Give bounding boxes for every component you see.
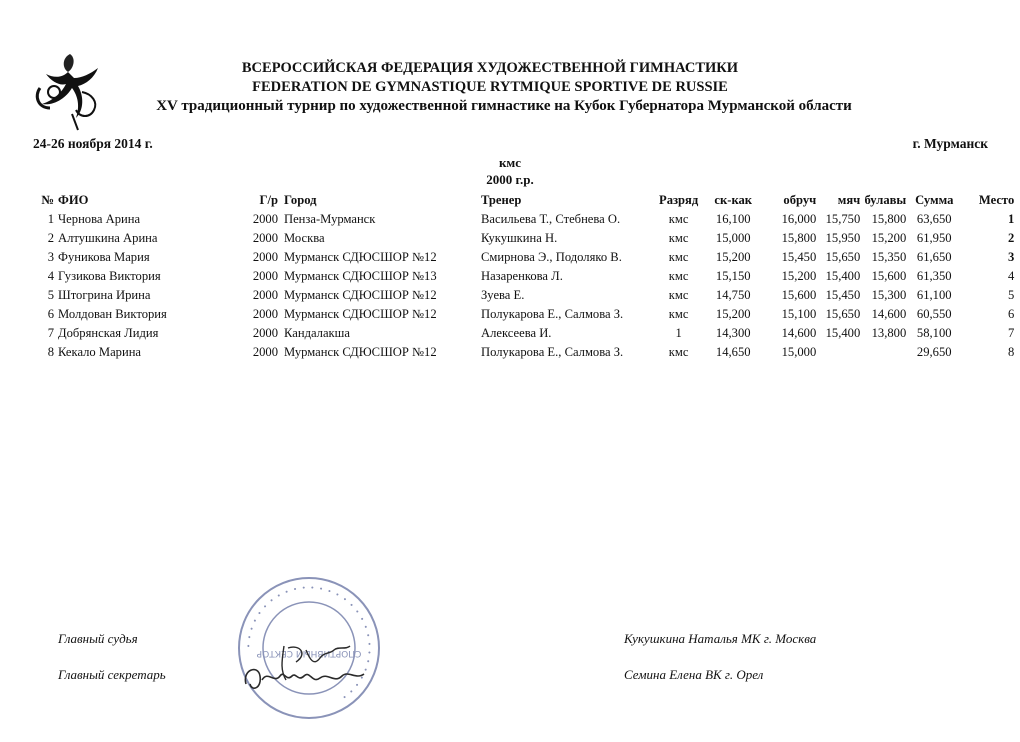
year-group-title: 2000 г.р. [486,172,534,187]
cell-no: 1 [47,212,54,226]
cell-rank: кмс [668,250,689,264]
table-row [30,267,1014,286]
svg-text:• • • • • • • • • • • • • • •: • • • • • • • • • • • • • • • • • • • • • • • • • • • • • [244,583,374,702]
cell-city: Мурманск СДЮСШОР №12 [284,288,437,302]
cell-city: Москва [284,231,325,245]
col-header-year: Г/р [259,193,278,207]
cell-coach: Васильева Т., Стебнева О. [481,212,621,226]
cell-rope: 14,650 [715,345,751,359]
cell-ball: 15,450 [825,288,861,302]
cell-city: Мурманск СДЮСШОР №12 [284,307,437,321]
cell-sum: 58,100 [916,326,952,340]
cell-ball: 15,400 [825,269,861,283]
table-row [30,324,1014,343]
cell-year: 2000 [252,345,278,359]
cell-name: Штогрина Ирина [58,288,151,302]
cell-place: 3 [1007,250,1015,264]
cell-rank: кмс [668,307,689,321]
cell-year: 2000 [252,307,278,321]
cell-year: 2000 [252,269,278,283]
cell-city: Мурманск СДЮСШОР №12 [284,250,437,264]
col-header-rope: ск-как [714,193,753,207]
cell-ball: 15,650 [825,250,861,264]
chief-secretary-label: Главный секретарь [58,667,166,682]
col-header-coach: Тренер [481,193,522,207]
cell-clubs: 15,200 [871,231,907,245]
cell-sum: 29,650 [916,345,952,359]
cell-no: 8 [47,345,54,359]
cell-no: 4 [47,269,54,283]
cell-ball: 15,750 [825,212,861,226]
cell-ball: 15,950 [825,231,861,245]
cell-rope: 16,100 [715,212,751,226]
cell-clubs: 15,800 [871,212,907,226]
event-city: г. Мурманск [912,136,988,151]
cell-name: Добрянская Лидия [58,326,159,340]
table-row [30,343,1014,362]
table-row [30,286,1014,305]
cell-hoop: 15,200 [781,269,817,283]
cell-sum: 61,650 [916,250,952,264]
cell-rank: кмс [668,231,689,245]
cell-place: 7 [1007,326,1015,340]
cell-ball: 15,650 [825,307,861,321]
col-header-ball: мяч [837,193,861,207]
cell-sum: 60,550 [916,307,952,321]
cell-name: Гузикова Виктория [58,269,161,283]
cell-rope: 15,200 [715,307,751,321]
col-header-name: ФИО [58,193,89,207]
cell-place: 5 [1007,288,1015,302]
handwritten-signature [238,640,378,700]
cell-hoop: 15,100 [781,307,817,321]
cell-year: 2000 [252,231,278,245]
cell-rope: 14,300 [715,326,751,340]
cell-coach: Алексеева И. [481,326,552,340]
cell-rank: кмс [668,212,689,226]
cell-rope: 15,000 [715,231,751,245]
col-header-sum: Сумма [915,193,954,207]
chief-judge-label: Главный судья [58,631,138,646]
cell-rope: 15,150 [715,269,751,283]
event-dates: 24-26 ноября 2014 г. [33,136,153,151]
cell-city: Кандалакша [284,326,350,340]
table-header-row [30,191,1014,210]
cell-year: 2000 [252,288,278,302]
cell-sum: 61,950 [916,231,952,245]
cell-hoop: 16,000 [781,212,817,226]
cell-clubs: 14,600 [871,307,907,321]
cell-name: Алтушкина Арина [58,231,158,245]
cell-coach: Назаренкова Л. [481,269,563,283]
cell-name: Чернова Арина [58,212,141,226]
cell-clubs: 15,600 [871,269,907,283]
cell-sum: 63,650 [916,212,952,226]
cell-year: 2000 [252,250,278,264]
header-line-3: XV традиционный турнир по художественной гимнастике на Кубок Губернатора Мурманской области [156,98,852,114]
cell-clubs: 13,800 [871,326,907,340]
cell-sum: 61,350 [916,269,952,283]
header-line-2: FEDERATION DE GYMNASTIQUE RYTMIQUE SPORTIVE DE RUSSIE [252,79,728,95]
cell-no: 6 [47,307,54,321]
cell-city: Мурманск СДЮСШОР №12 [284,345,437,359]
cell-hoop: 15,450 [781,250,817,264]
cell-ball: 15,400 [825,326,861,340]
cell-hoop: 15,000 [781,345,817,359]
cell-ball [816,343,860,362]
cell-hoop: 15,800 [781,231,817,245]
col-header-hoop: обруч [783,193,817,207]
cell-no: 5 [47,288,54,302]
cell-coach: Смирнова Э., Подоляко В. [481,250,622,264]
cell-name: Кекало Марина [58,345,142,359]
cell-sum: 61,100 [916,288,952,302]
cell-no: 7 [47,326,54,340]
col-header-no: № [41,193,54,207]
cell-coach: Полукарова Е., Салмова З. [481,345,624,359]
cell-year: 2000 [252,326,278,340]
cell-coach: Полукарова Е., Салмова З. [481,307,624,321]
header-line-1: ВСЕРОССИЙСКАЯ ФЕДЕРАЦИЯ ХУДОЖЕСТВЕННОЙ ГИМНАСТИКИ [241,60,739,76]
table-row [30,248,1014,267]
cell-coach: Кукушкина Н. [481,231,558,245]
cell-place: 4 [1007,269,1015,283]
cell-place: 2 [1007,231,1015,245]
col-header-clubs: булавы [864,193,907,207]
chief-judge-name: Кукушкина Наталья МК г. Москва [624,631,817,646]
cell-year: 2000 [252,212,278,226]
cell-clubs [860,343,906,362]
cell-rank: кмс [668,288,689,302]
cell-clubs: 15,350 [871,250,907,264]
col-header-city: Город [284,193,317,207]
cell-clubs: 15,300 [871,288,907,302]
cell-hoop: 14,600 [781,326,817,340]
col-header-place: Место [978,193,1015,207]
table-row [30,210,1014,229]
cell-city: Мурманск СДЮСШОР №13 [284,269,437,283]
cell-place: 8 [1007,345,1015,359]
cell-rank: кмс [668,269,689,283]
cell-hoop: 15,600 [781,288,817,302]
cell-name: Молдован Виктория [58,307,167,321]
cell-city: Пенза-Мурманск [284,212,376,226]
cell-rope: 14,750 [715,288,751,302]
table-row [30,305,1014,324]
cell-place: 1 [1007,212,1015,226]
table-row [30,229,1014,248]
col-header-rank: Разряд [659,193,699,207]
cell-no: 2 [47,231,54,245]
stamp-text: СПОРТИВНЫЙ СЕКТОР [256,648,362,658]
cell-place: 6 [1007,307,1015,321]
cell-rope: 15,200 [715,250,751,264]
cell-rank: кмс [668,345,689,359]
cell-coach: Зуева Е. [481,288,525,302]
chief-secretary-name: Семина Елена ВК г. Орел [624,667,764,682]
cell-no: 3 [47,250,54,264]
cell-name: Фуникова Мария [58,250,150,264]
results-table [30,191,1014,362]
category-title: кмс [498,155,522,170]
cell-rank: 1 [675,326,682,340]
